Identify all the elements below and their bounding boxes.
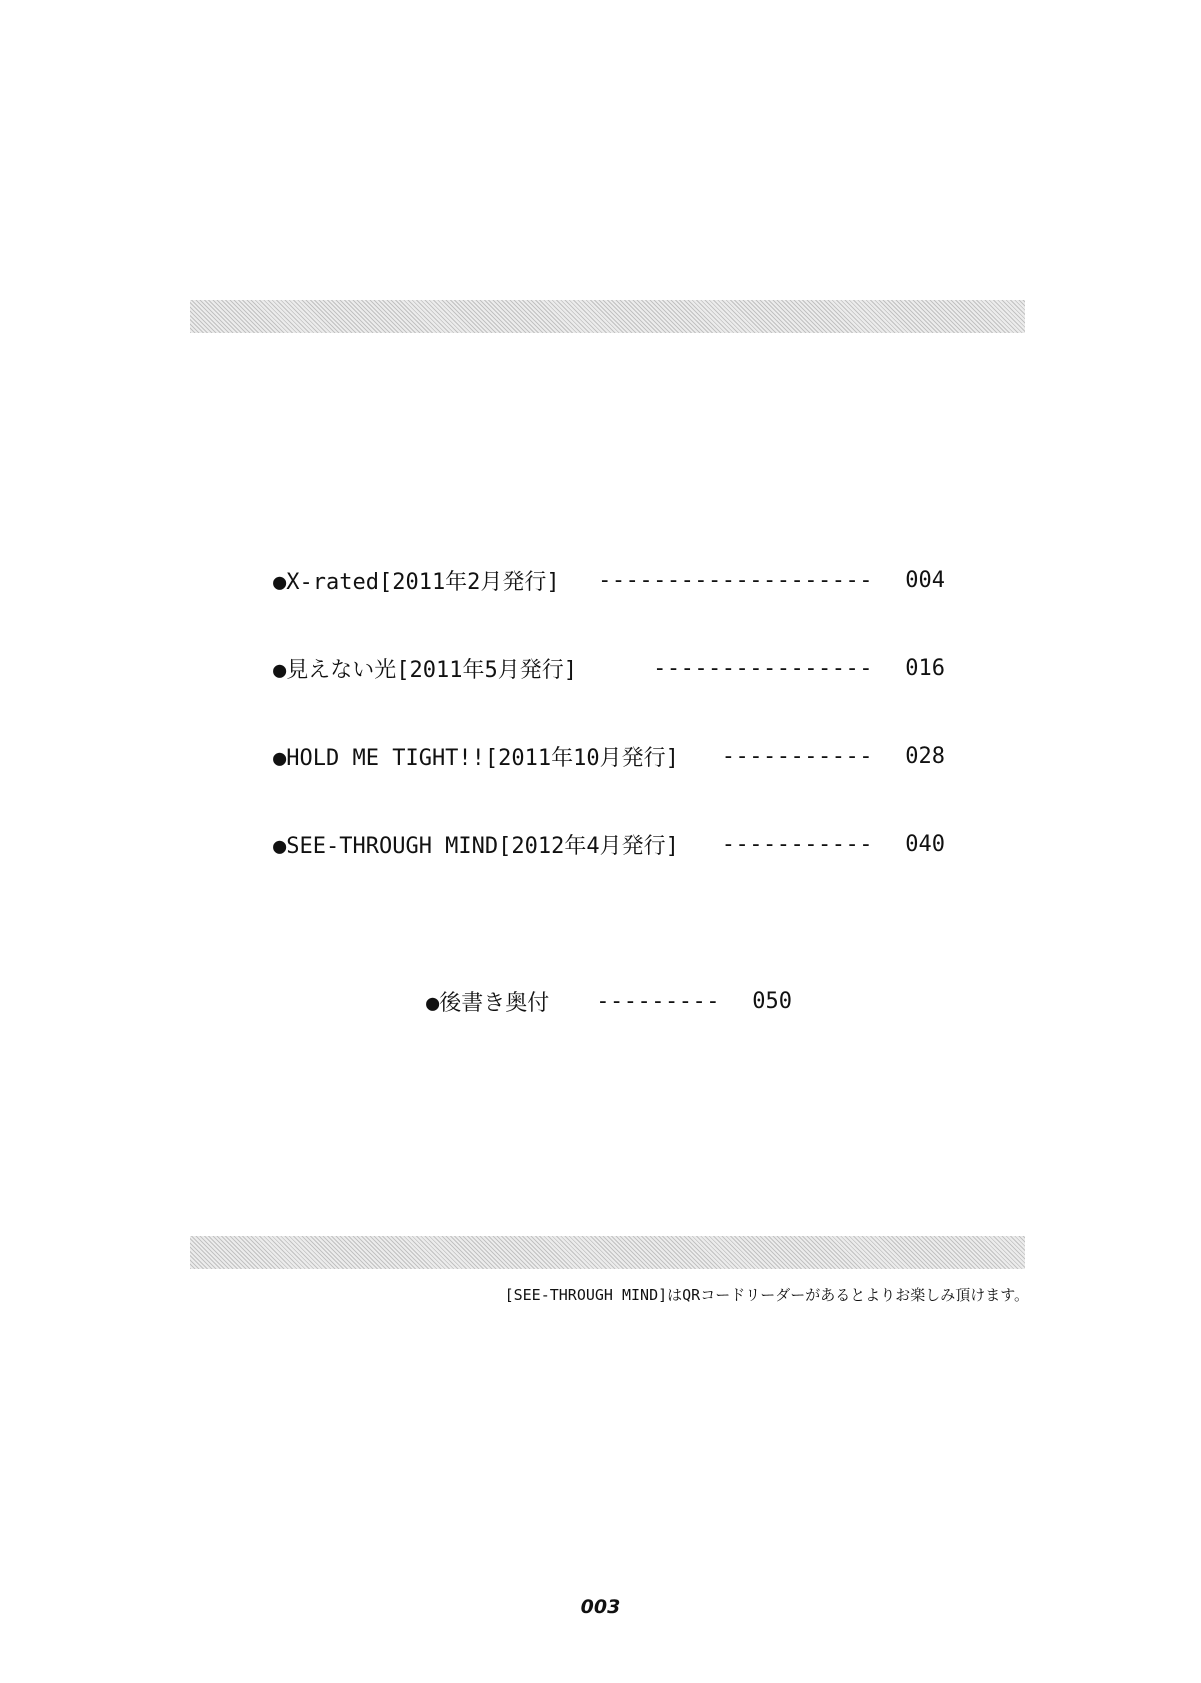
toc-entry-page: 040 — [905, 831, 945, 857]
toc-entry — [273, 739, 945, 773]
toc-entry — [273, 563, 945, 597]
toc-entry-leader: ----------- — [721, 743, 873, 769]
toc-entry-title: ●X-rated[2011年2月発行] — [273, 569, 560, 595]
toc-entry-title: ●HOLD ME TIGHT!![2011年10月発行] — [273, 745, 679, 771]
toc-entry-leader: ----------- — [721, 831, 873, 857]
page-number: 003 — [580, 1596, 621, 1618]
toc-entry-title: ●SEE-THROUGH MIND[2012年4月発行] — [273, 833, 679, 859]
qr-reader-note: [SEE-THROUGH MIND]はQRコードリーダーがあるとよりお楽しみ頂けます。 — [504, 1286, 1029, 1304]
decorative-band-top — [190, 300, 1025, 333]
toc-entry-leader: -------------------- — [598, 567, 873, 593]
toc-entry-page: 028 — [905, 743, 945, 769]
toc-entry-page: 016 — [905, 655, 945, 681]
toc-entry-page: 004 — [905, 567, 945, 593]
toc-entry — [273, 651, 945, 685]
toc-entry-afterword — [426, 984, 792, 1018]
toc-entry-leader: ---------------- — [653, 655, 873, 681]
decorative-band-bottom — [190, 1236, 1025, 1269]
toc-entry-title: ●見えない光[2011年5月発行] — [273, 657, 577, 683]
toc-entry-page: 050 — [752, 988, 792, 1014]
toc-entry-leader: --------- — [596, 988, 720, 1014]
toc-entry-title: ●後書き奥付 — [426, 990, 550, 1016]
toc-entry — [273, 827, 945, 861]
